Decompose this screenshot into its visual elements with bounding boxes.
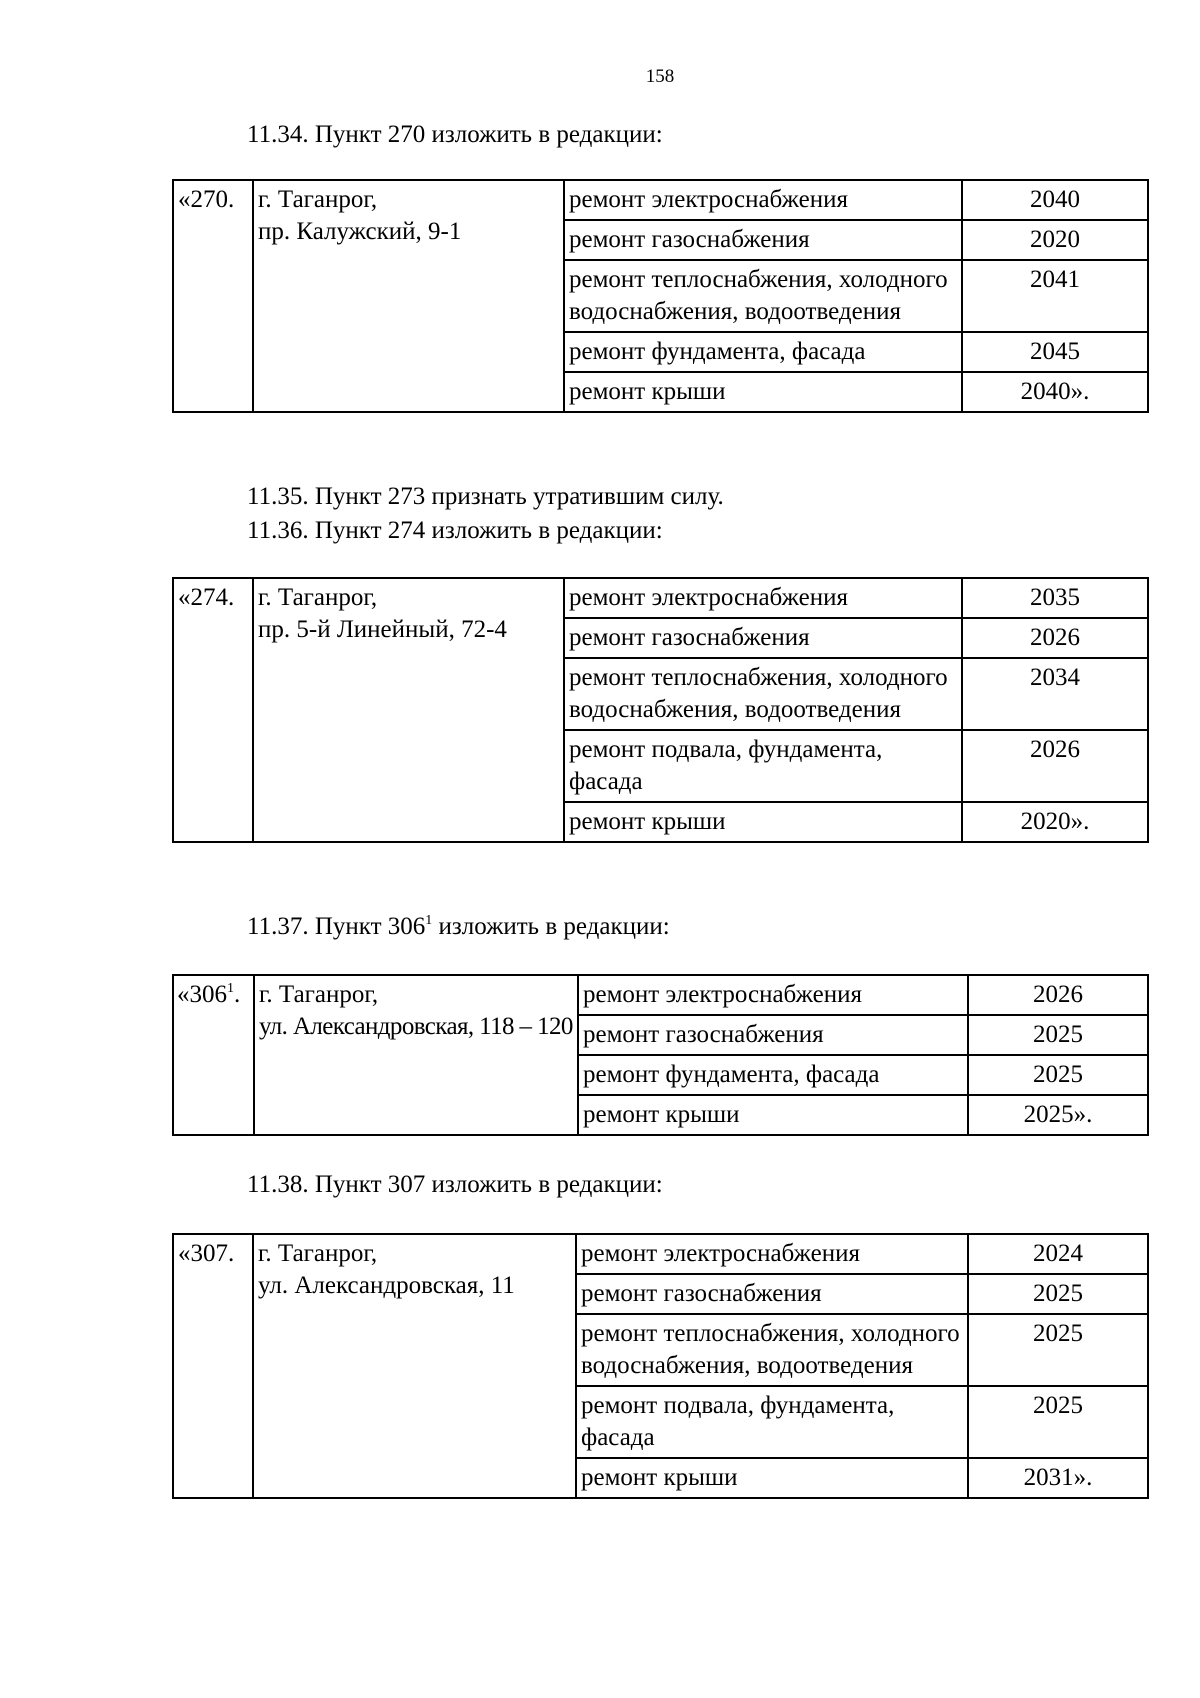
- table-row: [173, 180, 1148, 220]
- work-type: ремонт теплоснабжения, холодного водоснабжения, водоотведения: [564, 658, 962, 730]
- paragraph-text: 11.37. Пункт 306: [247, 913, 426, 940]
- address-cell: [253, 1234, 576, 1498]
- address-city: г. Таганрог,: [258, 186, 378, 213]
- address-street: ул. Александровская, 11: [258, 1272, 515, 1299]
- work-year: 2034: [962, 658, 1148, 730]
- table-row: [173, 578, 1148, 618]
- work-type: ремонт крыши: [576, 1458, 968, 1498]
- table-item-306-1: [172, 974, 1149, 1136]
- work-year: 2025».: [968, 1095, 1148, 1135]
- table-item-274: [172, 577, 1149, 843]
- superscript-index: 1: [425, 913, 433, 928]
- item-number: «307.: [173, 1234, 253, 1498]
- work-year: 2040».: [962, 372, 1148, 412]
- work-year: 2024: [968, 1234, 1148, 1274]
- work-type: ремонт электроснабжения: [578, 975, 968, 1015]
- table-item-270: [172, 179, 1149, 413]
- work-year: 2026: [962, 618, 1148, 658]
- address-cell: [253, 578, 564, 842]
- work-year: 2025: [968, 1386, 1148, 1458]
- item-number: «274.: [173, 578, 253, 842]
- page-number: 158: [645, 66, 675, 87]
- work-year: 2025: [968, 1314, 1148, 1386]
- work-type: ремонт электроснабжения: [564, 578, 962, 618]
- work-year: 2020».: [962, 802, 1148, 842]
- paragraph-11-37: [247, 910, 670, 944]
- work-type: ремонт фундамента, фасада: [578, 1055, 968, 1095]
- address-city: г. Таганрог,: [259, 981, 379, 1008]
- address-street: пр. 5-й Линейный, 72-4: [258, 616, 507, 643]
- work-year: 2020: [962, 220, 1148, 260]
- work-type: ремонт теплоснабжения, холодного водоснабжения, водоотведения: [576, 1314, 968, 1386]
- work-year: 2026: [968, 975, 1148, 1015]
- paragraph-11-35: 11.35. Пункт 273 признать утратившим силу.: [247, 483, 724, 510]
- work-type: ремонт теплоснабжения, холодного водоснабжения, водоотведения: [564, 260, 962, 332]
- work-type: ремонт газоснабжения: [576, 1274, 968, 1314]
- work-type: ремонт электроснабжения: [564, 180, 962, 220]
- table-row: [173, 975, 1148, 1015]
- work-type: ремонт газоснабжения: [564, 618, 962, 658]
- work-type: ремонт крыши: [578, 1095, 968, 1135]
- work-year: 2025: [968, 1015, 1148, 1055]
- work-type: ремонт газоснабжения: [578, 1015, 968, 1055]
- table-item-307: [172, 1233, 1149, 1499]
- work-type: ремонт фундамента, фасада: [564, 332, 962, 372]
- paragraph-11-38: 11.38. Пункт 307 изложить в редакции:: [247, 1171, 663, 1198]
- work-type: ремонт подвала, фундамента, фасада: [576, 1386, 968, 1458]
- work-year: 2041: [962, 260, 1148, 332]
- work-type: ремонт подвала, фундамента, фасада: [564, 730, 962, 802]
- work-type: ремонт крыши: [564, 802, 962, 842]
- work-type: ремонт электроснабжения: [576, 1234, 968, 1274]
- work-year: 2035: [962, 578, 1148, 618]
- work-year: 2045: [962, 332, 1148, 372]
- superscript-index: 1: [227, 981, 234, 996]
- address-street: ул. Александровская, 118 – 120: [259, 1013, 573, 1040]
- work-year: 2025: [968, 1274, 1148, 1314]
- address-street: пр. Калужский, 9-1: [258, 218, 462, 245]
- paragraph-11-34: 11.34. Пункт 270 изложить в редакции:: [247, 121, 663, 148]
- paragraph-text: изложить в редакции:: [432, 913, 670, 940]
- address-cell: [253, 180, 564, 412]
- item-number: «$306^1$.: [173, 975, 254, 1135]
- work-year: 2040: [962, 180, 1148, 220]
- item-number: «270.: [173, 180, 253, 412]
- work-year: 2031».: [968, 1458, 1148, 1498]
- paragraph-11-36: 11.36. Пункт 274 изложить в редакции:: [247, 517, 663, 544]
- work-year: 2026: [962, 730, 1148, 802]
- work-year: 2025: [968, 1055, 1148, 1095]
- work-type: ремонт крыши: [564, 372, 962, 412]
- table-row: [173, 1234, 1148, 1274]
- work-type: ремонт газоснабжения: [564, 220, 962, 260]
- address-city: г. Таганрог,: [258, 1240, 378, 1267]
- address-city: г. Таганрог,: [258, 584, 378, 611]
- address-cell: [254, 975, 578, 1135]
